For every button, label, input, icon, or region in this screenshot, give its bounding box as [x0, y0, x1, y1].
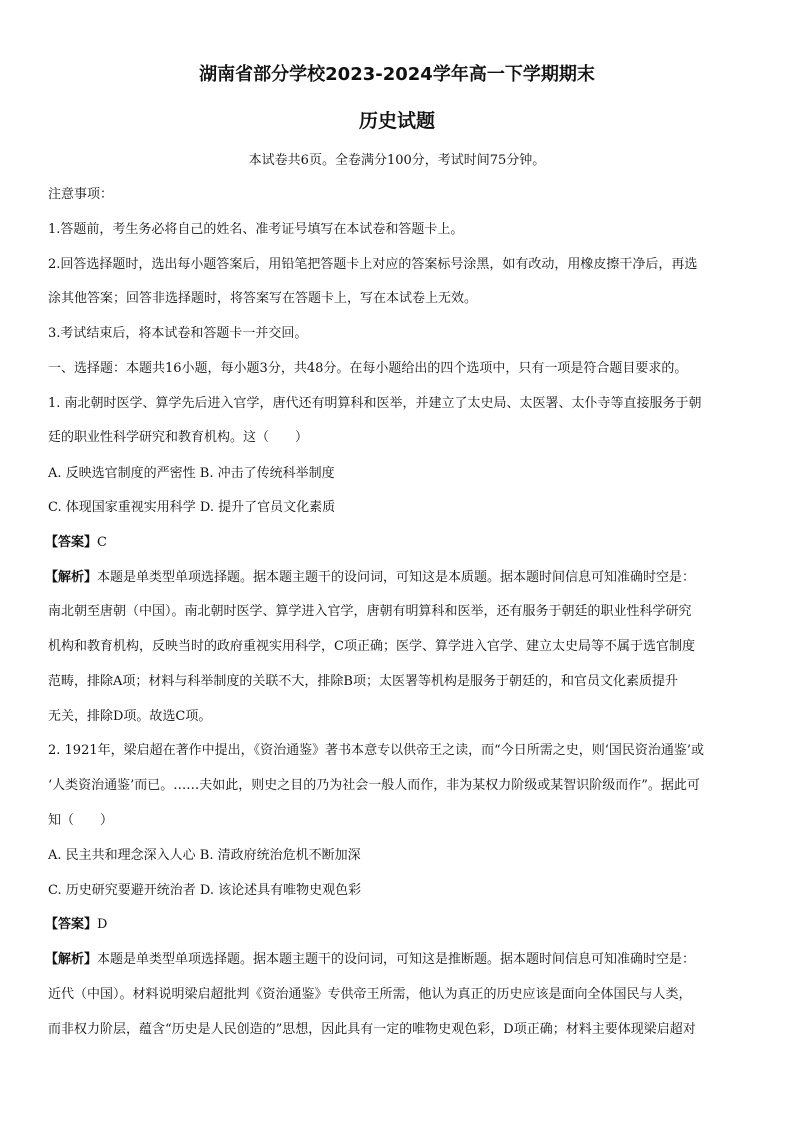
answer-label: 【答案】 [45, 917, 98, 932]
q2-analysis-line: 近代（中国）。材料说明梁启超批判《资治通鉴》专供帝王所需，他认为真正的历史应该是面向全体国民与人类， [48, 987, 692, 1002]
q2-stem-line: ‘人类资治通鉴’而已。……夫如此，则史之目的乃为社会一般人而作，非为某权力阶级或某智识阶级而作”。据此可 [48, 778, 700, 793]
q2-answer [45, 916, 107, 934]
q1-analysis-line [45, 569, 695, 587]
notice-heading: 注意事项： [48, 187, 114, 202]
q1-options-line: C. 体现国家重视实用科学 D. 提升了官员文化素质 [48, 500, 336, 515]
q2-analysis-line [45, 951, 695, 969]
q1-stem-line: 廷的职业性科学研究和教育机构。这（ ） [48, 430, 309, 445]
analysis-text: 本题是单类型单项选择题。据本题主题干的设问词，可知这是推断题。据本题时间信息可知准确时空是： [97, 952, 696, 967]
notice-item: 1.答题前，考生务必将自己的姓名、准考证号填写在本试卷和答题卡上。 [48, 222, 464, 237]
q1-options-line: A. 反映选官制度的严密性 B. 冲击了传统科举制度 [48, 466, 335, 481]
analysis-label: 【解析】 [45, 570, 98, 585]
q1-answer [45, 534, 107, 552]
q2-stem-line: 知（ ） [48, 813, 114, 828]
exam-subtitle: 历史试题 [358, 110, 435, 132]
notice-item: 2.回答选择题时，选出每小题答案后，用铅笔把答题卡上对应的答案标号涂黑，如有改动，用橡皮擦干净后，再选 [48, 257, 698, 272]
q1-analysis-line: 无关，排除D项。故选C项。 [48, 709, 212, 724]
notice-item: 3.考试结束后，将本试卷和答题卡一并交回。 [48, 326, 308, 341]
q2-options-line: A. 民主共和理念深入人心 B. 清政府统治危机不断加深 [48, 848, 361, 863]
answer-label: 【答案】 [45, 535, 98, 550]
q2-stem-line: 2. 1921年，梁启超在著作中提出，《资治通鉴》著书本意专以供帝王之读，而“今日所需之史，则‘国民资治通鉴’或 [48, 743, 705, 758]
q1-analysis-line: 机构和教育机构，反映当时的政府重视实用科学，C项正确；医学、算学进入官学、建立太史局等不属于选官制度 [48, 639, 695, 654]
section-heading: 一、选择题：本题共16小题，每小题3分，共48分。在每小题给出的四个选项中，只有一项是符合题目要求的。 [48, 361, 688, 376]
q1-stem-line: 1. 南北朝时医学、算学先后进入官学，唐代还有明算科和医举，并建立了太史局、太医署、太仆寺等直接服务于朝 [48, 396, 702, 411]
analysis-label: 【解析】 [45, 952, 98, 967]
q2-analysis-line: 而非权力阶层，蕴含“历史是人民创造的”思想，因此具有一定的唯物史观色彩，D项正确；材料主要体现梁启超对 [48, 1022, 696, 1037]
answer-value: D [97, 917, 108, 932]
exam-intro: 本试卷共6页。全卷满分100分，考试时间75分钟。 [248, 153, 546, 168]
notice-item: 涂其他答案；回答非选择题时，将答案写在答题卡上，写在本试卷上无效。 [48, 291, 478, 306]
q1-analysis-line: 南北朝至唐朝（中国）。南北朝时医学、算学进入官学，唐朝有明算科和医举，还有服务于朝廷的职业性科学研究 [48, 604, 692, 619]
answer-value: C [97, 535, 107, 550]
exam-title: 湖南省部分学校2023-2024学年高一下学期期末 [199, 64, 595, 85]
q1-analysis-line: 范畴，排除A项；材料与科举制度的关联不大，排除B项；太医署等机构是服务于朝廷的，和官员文化素质提升 [48, 674, 678, 689]
q2-options-line: C. 历史研究要避开统治者 D. 该论述具有唯物史观色彩 [48, 883, 362, 898]
analysis-text: 本题是单类型单项选择题。据本题主题干的设问词，可知这是本质题。据本题时间信息可知准确时空是： [97, 570, 696, 585]
